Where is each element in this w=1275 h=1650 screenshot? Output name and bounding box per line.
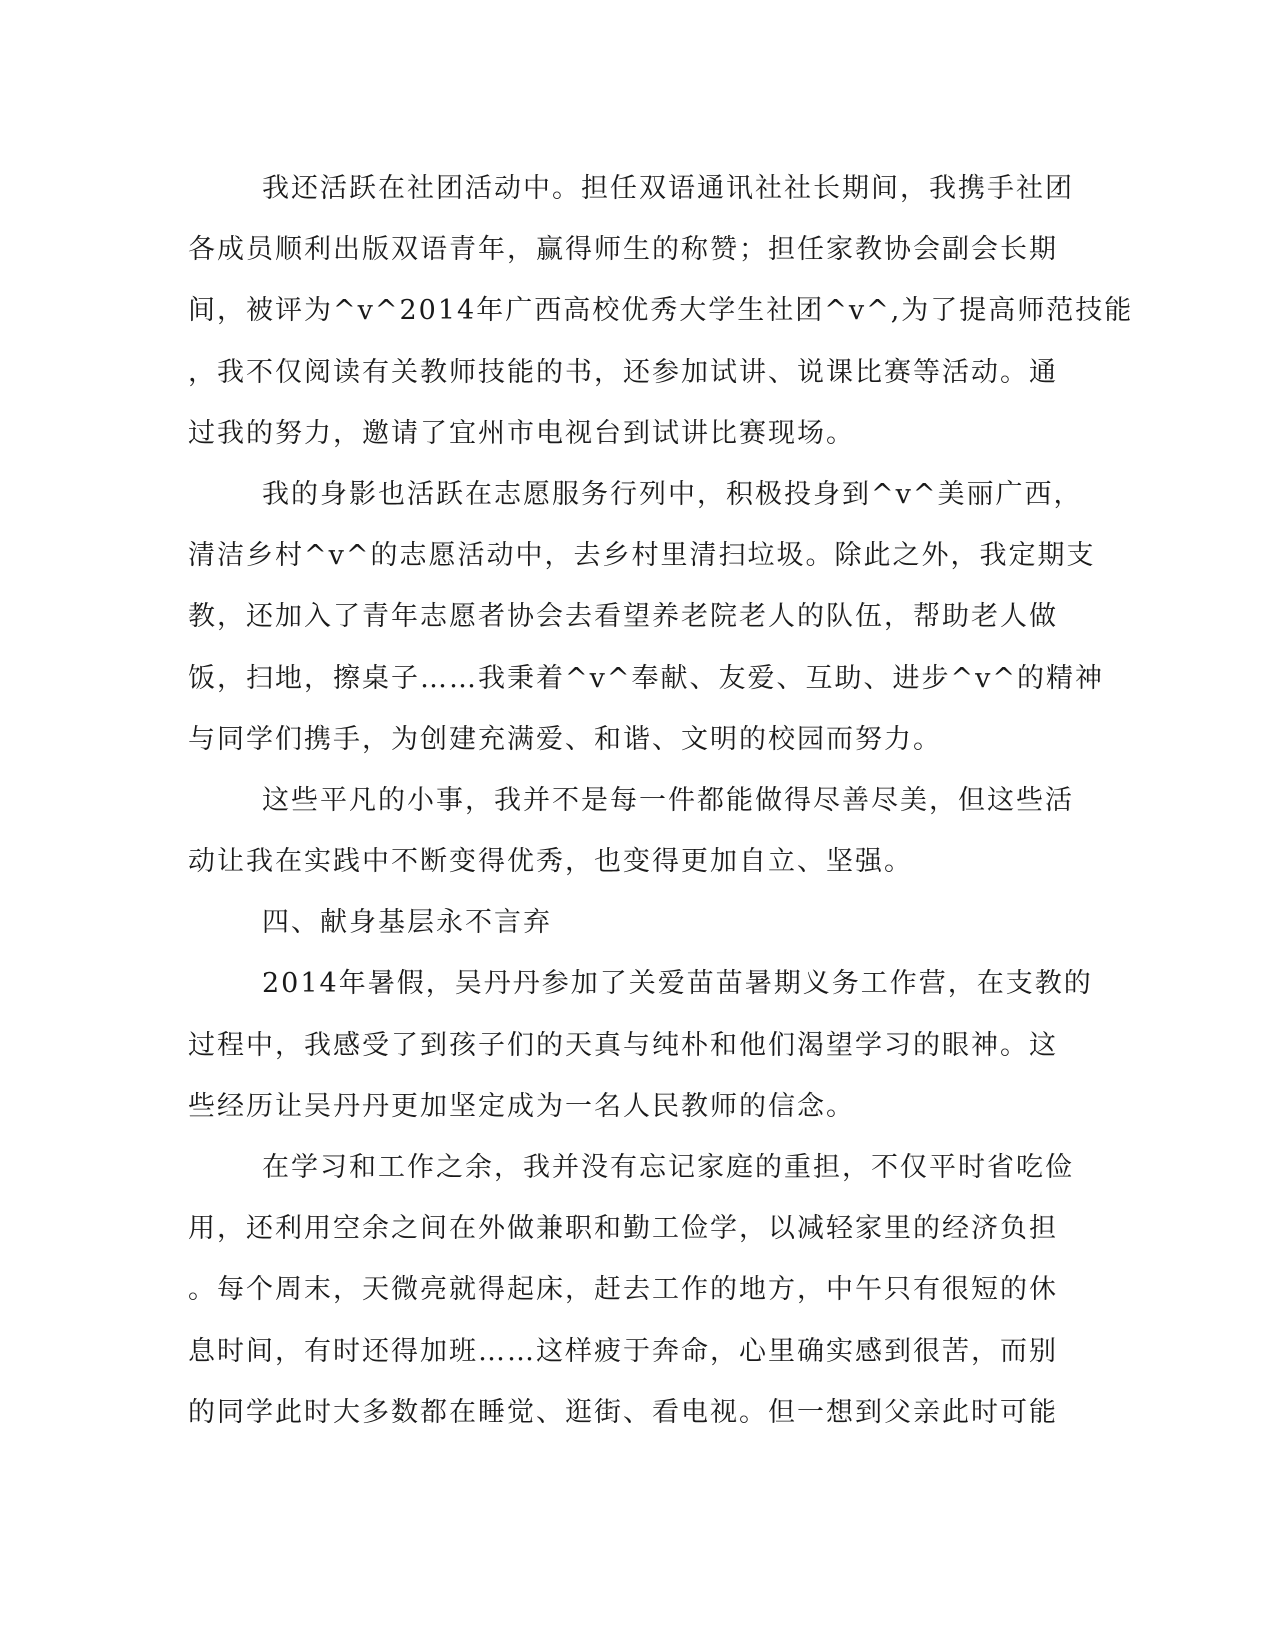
text-line: 在学习和工作之余，我并没有忘记家庭的重担，不仅平时省吃俭 [262,1152,1074,1183]
text-line: 我还活跃在社团活动中。担任双语通讯社社长期间，我携手社团 [262,173,1074,204]
text-line: 。每个周末，天微亮就得起床，赶去工作的地方，中午只有很短的休 [188,1274,1058,1306]
text-line: 的同学此时大多数都在睡觉、逛街、看电视。但一想到父亲此时可能 [188,1396,1058,1428]
text-line: 2014年暑假，吴丹丹参加了关爱苗苗暑期义务工作营，在支教的 [262,968,1093,1000]
text-line: 四、献身基层永不言弃 [262,907,552,939]
text-line: 息时间，有时还得加班……这样疲于奔命，心里确实感到很苦，而别 [188,1335,1058,1367]
text-line: 清洁乡村^v^的志愿活动中，去乡村里清扫垃圾。除此之外，我定期支 [188,540,1096,572]
text-line: 饭，扫地，擦桌子……我秉着^v^奉献、友爱、互助、进步^v^的精神 [188,662,1104,694]
text-line: 过我的努力，邀请了宜州市电视台到试讲比赛现场。 [188,417,855,449]
text-line: 间，被评为^v^2014年广西高校优秀大学生社团^v^,为了提高师范技能 [188,295,1134,327]
text-line: ，我不仅阅读有关教师技能的书，还参加试讲、说课比赛等活动。通 [188,356,1058,388]
text-line: 教，还加入了青年志愿者协会去看望养老院老人的队伍，帮助老人做 [188,601,1058,633]
document-body [188,158,1134,1443]
text-line: 这些平凡的小事，我并不是每一件都能做得尽善尽美，但这些活 [262,784,1074,816]
text-line: 用，还利用空余之间在外做兼职和勤工俭学，以减轻家里的经济负担 [188,1213,1058,1245]
text-line: 些经历让吴丹丹更加坚定成为一名人民教师的信念。 [188,1090,855,1122]
text-line: 各成员顺利出版双语青年，赢得师生的称赞；担任家教协会副会长期 [188,234,1058,266]
text-line: 过程中，我感受了到孩子们的天真与纯朴和他们渴望学习的眼神。这 [188,1029,1058,1061]
text-line: 与同学们携手，为创建充满爱、和谐、文明的校园而努力。 [188,723,942,755]
text-line: 动让我在实践中不断变得优秀，也变得更加自立、坚强。 [188,846,913,878]
text-line: 我的身影也活跃在志愿服务行列中，积极投身到^v^美丽广西， [262,478,1083,510]
